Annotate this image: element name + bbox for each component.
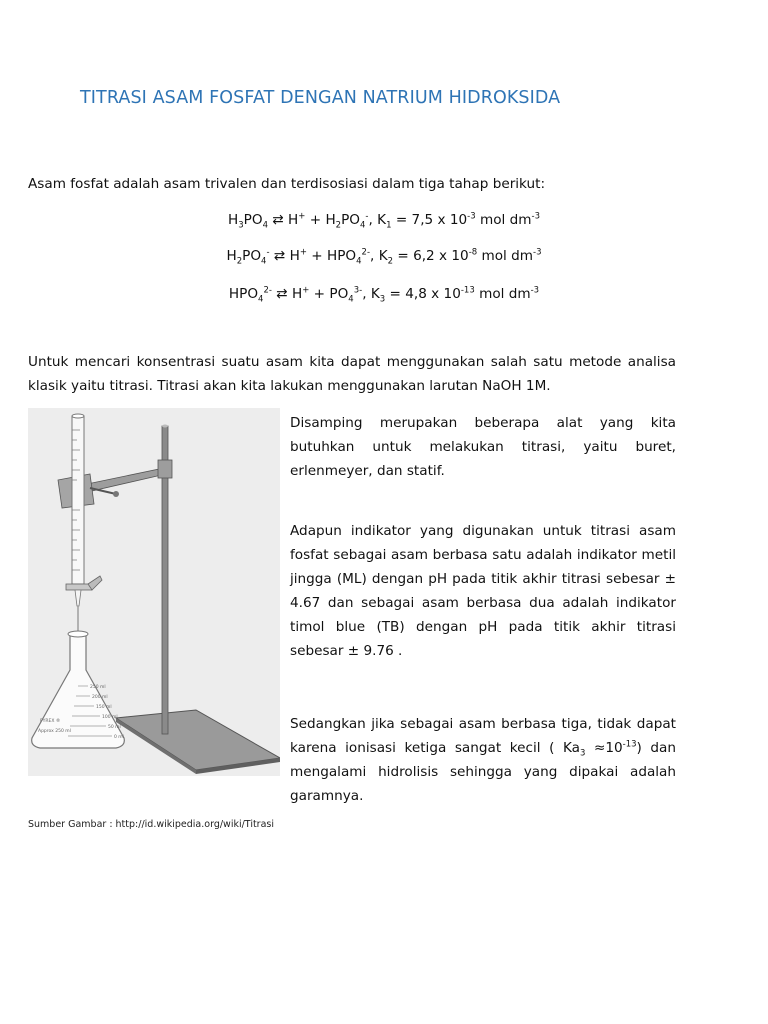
burette-top — [72, 414, 84, 418]
equilibrium-arrow-icon: ⇄ — [272, 212, 284, 228]
alat-paragraph: Disamping merupakan beberapa alat yang kita butuhkan untuk melakukan titrasi, yaitu buret, erlenmeyer, dan statif. — [290, 415, 676, 479]
flask-mark-50: 50 ml — [108, 725, 121, 730]
ka-paragraph: Sedangkan jika sebagai asam berbasa tiga, tidak dapat karena ionisasi ketiga sangat kecil ( $Ka_3 \approx 10^{-13}$) dan mengalami hidrolisis sehingga yang dipakai adalah garamnya. — [290, 716, 676, 804]
burette-tip — [75, 590, 81, 606]
titration-apparatus-illustration — [28, 408, 280, 776]
flask-mark-0: 0 ml — [114, 735, 124, 740]
flask-capacity-label: Approx 250 ml — [38, 729, 71, 734]
equation-3: $HPO_4^{2-}$ ⇄ $H^+ + PO_4^{3-}$, $K_3 = 4,8$ x $10^{-13}$ mol $dm^{-3}$ — [228, 285, 540, 305]
titrasi-paragraph: Untuk mencari konsentrasi suatu asam kita dapat menggunakan salah satu metode analisa klasik yaitu titrasi. Titrasi akan kita lakukan menggunakan larutan NaOH 1M. — [28, 354, 676, 394]
intro-paragraph: Asam fosfat adalah asam trivalen dan terdisosiasi dalam tiga tahap berikut: — [28, 176, 546, 192]
flask-mouth — [68, 631, 88, 637]
stand-rod-cap — [162, 425, 168, 428]
flask-mark-150: 150 ml — [96, 705, 112, 710]
flask-mark-100: 100 ml — [102, 715, 118, 720]
clamp-screw — [90, 488, 116, 494]
titration-apparatus-figure — [28, 408, 280, 776]
document-title: TITRASI ASAM FOSFAT DENGAN NATRIUM HIDROKSIDA — [80, 88, 561, 108]
stand-base-plate — [116, 710, 280, 770]
equilibrium-arrow-icon: ⇄ — [273, 248, 286, 264]
flask-mark-200: 200 ml — [92, 695, 108, 700]
indikator-paragraph: Adapun indikator yang digunakan untuk titrasi asam fosfat sebagai asam berbasa satu adalah indikator metil jingga (ML) dengan pH pada titik akhir titrasi sebesar ± 4.67 dan sebagai asam berbasa dua adalah indikator timol blue (TB) dengan pH pada titik akhir titrasi sebesar ± 9.76 . — [290, 523, 676, 659]
equation-1: $H_3PO_4$ ⇄ $H^+ + H_2PO_4^-$, $K_1 = 7,5$ x $10^{-3}$ mol $dm^{-3}$ — [228, 211, 540, 231]
image-source-caption: Sumber Gambar : http://id.wikipedia.org/wiki/Titrasi — [28, 819, 274, 830]
flask-mark-250: 250 ml — [90, 685, 106, 690]
equilibrium-arrow-icon: ⇄ — [276, 286, 288, 302]
burette-stopcock — [66, 584, 92, 590]
clamp-boss — [158, 460, 172, 478]
equation-2: $H_2PO_4^-$ ⇄ $H^+ + HPO_4^{2-}$, $K_2 = 6,2$ x $10^{-8}$ mol $dm^{-3}$ — [226, 247, 542, 267]
flask-brand-label: PYREX ® — [40, 719, 61, 724]
clamp-knob — [113, 491, 119, 497]
burette-tube — [72, 416, 84, 584]
